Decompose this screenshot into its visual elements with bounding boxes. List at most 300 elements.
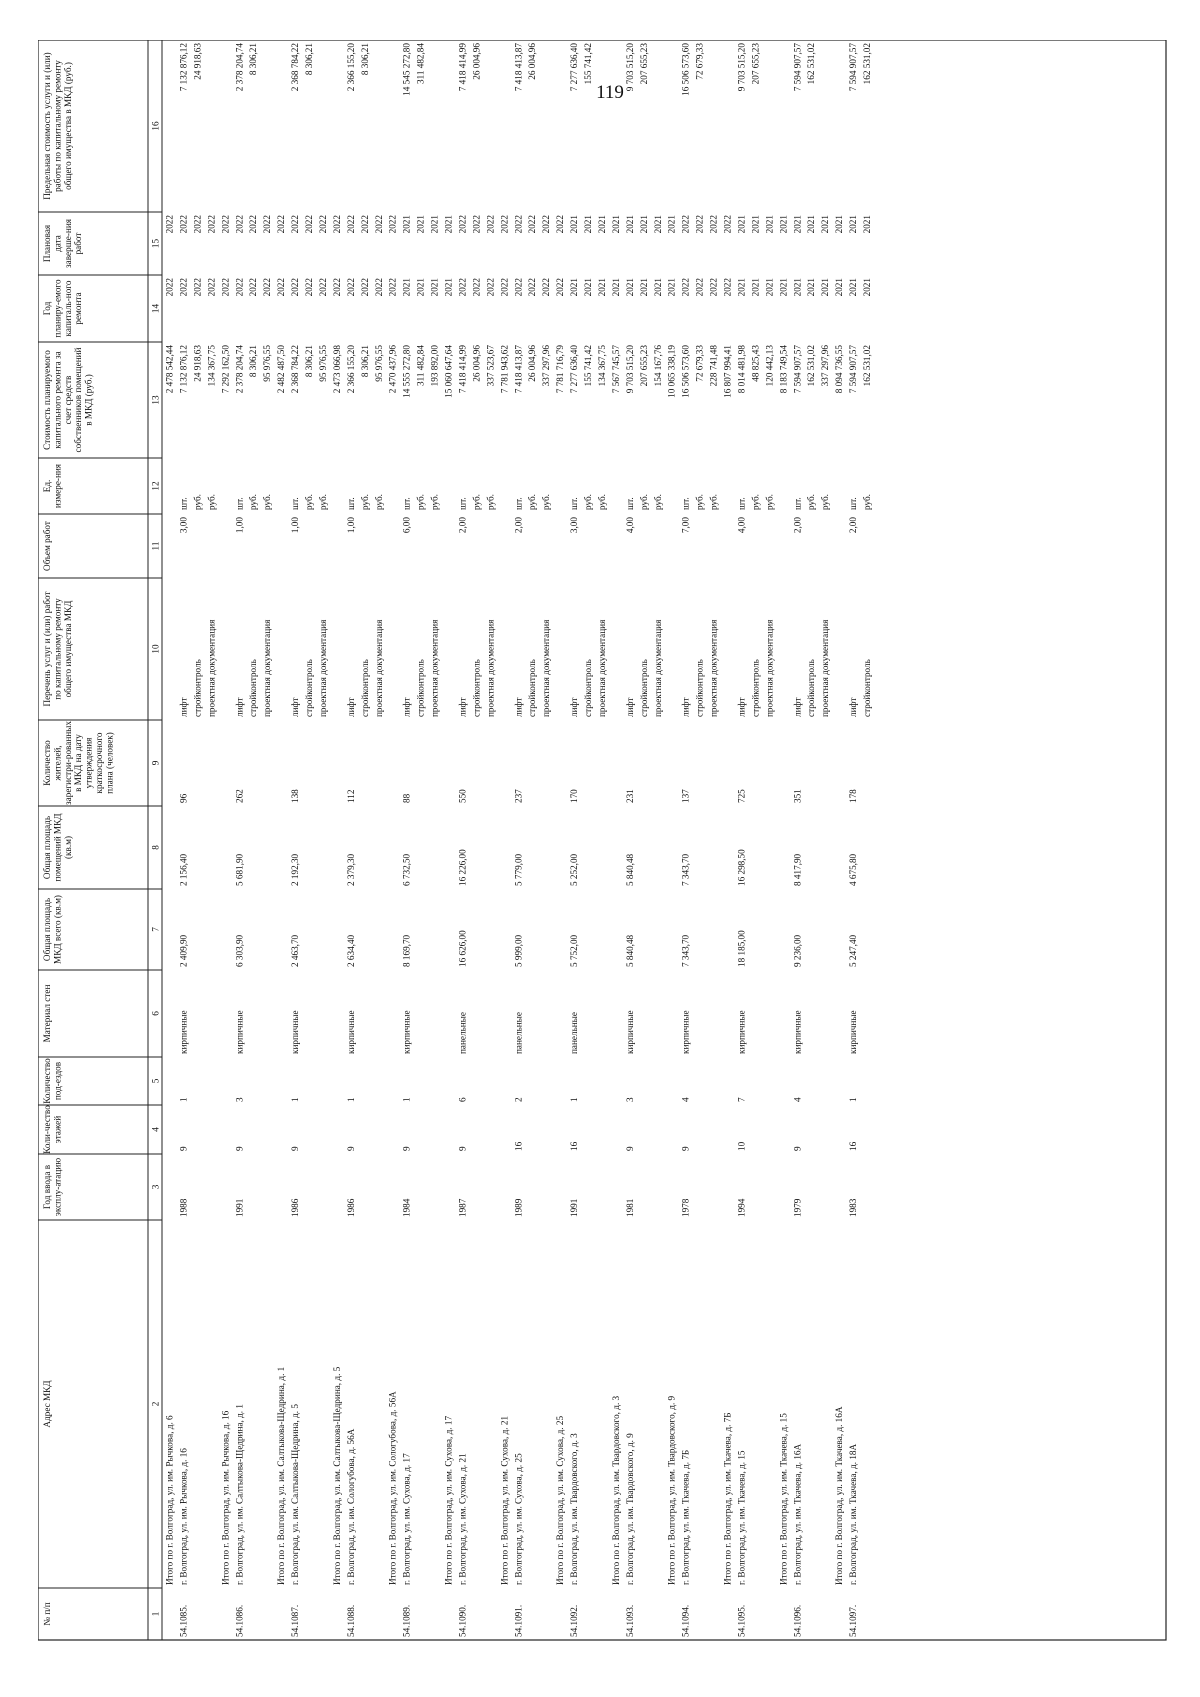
record-walls: панельные (457, 1012, 468, 1054)
work-date: 2022 (192, 215, 203, 234)
header-cell-col-8: Общая площадь (42, 815, 52, 880)
record-floors: 9 (290, 1146, 301, 1151)
work-cost: 162 531,02 (862, 345, 872, 387)
total-row-date: 2021 (666, 215, 677, 234)
work-name: проектная документация (262, 619, 273, 717)
work-cost: 95 976,55 (262, 345, 273, 382)
record-year-built: 1979 (792, 1198, 803, 1217)
record-residents: 231 (624, 789, 635, 803)
total-row-year: 2022 (555, 278, 566, 297)
work-limit: 14 545 272,80 (401, 43, 412, 96)
header-cell-col-15: заверше-ния (62, 219, 73, 268)
column-number-15: 15 (150, 238, 161, 249)
record-number: 54.1085. (178, 1604, 189, 1637)
work-name: проектная документация (764, 619, 775, 717)
total-row-date: 2022 (499, 215, 510, 234)
header-cell-col-13: собственников помещений (73, 347, 84, 453)
work-unit: руб. (596, 494, 607, 510)
total-row-date: 2022 (276, 215, 287, 234)
record-year-built: 1991 (234, 1198, 245, 1217)
record-number: 54.1087. (290, 1604, 301, 1637)
work-date: 2022 (359, 215, 370, 234)
work-volume: 1,00 (345, 517, 356, 534)
record-residents: 112 (345, 789, 356, 803)
record-walls: кирпичные (680, 1010, 691, 1054)
record-walls: кирпичные (234, 1010, 245, 1054)
work-year: 2022 (541, 278, 552, 297)
work-cost: 7 594 907,57 (792, 345, 803, 394)
header-cell-col-14: ремонта (73, 292, 84, 325)
work-name: лифт (513, 697, 524, 717)
work-volume: 2,00 (848, 517, 859, 534)
work-limit: 9 703 515,20 (736, 43, 747, 92)
total-row-date: 2021 (778, 215, 789, 234)
header-cell-col-10: Перечень услуг и (или) работ (42, 591, 52, 707)
column-number-9: 9 (150, 760, 161, 766)
work-limit: 7 132 876,12 (178, 43, 189, 92)
record-floors: 16 (848, 1141, 859, 1151)
record-address: г. Волгоград, ул. им. Рычкова, д. 16 (178, 1448, 189, 1585)
work-year: 2021 (415, 278, 426, 297)
work-name: лифт (457, 697, 468, 717)
work-unit: руб. (192, 494, 203, 510)
work-date: 2022 (527, 215, 538, 234)
record-walls: кирпичные (624, 1010, 635, 1054)
work-year: 2022 (290, 278, 301, 297)
work-date: 2022 (248, 215, 259, 234)
rotated-table (38, 40, 1166, 1640)
record-area-rooms: 16 298,50 (736, 849, 747, 886)
header-cell-col-7: МКД всего (кв.м) (52, 895, 63, 964)
header-cell-col-14: Год (42, 301, 52, 316)
header-cell-col-11: Объем работ (42, 521, 52, 571)
work-unit: шт. (457, 497, 468, 510)
header-cell-col-4: Коли-чество (42, 1105, 52, 1154)
header-cell-col-5: под-ездов (52, 1061, 63, 1101)
record-entrances: 4 (680, 1097, 691, 1102)
record-address: г. Волгоград, ул. им. Твардовского, д. 3 (569, 1433, 580, 1585)
header-cell-col-9: плана (человек) (104, 732, 115, 794)
record-address: г. Волгоград, ул. им. Твардовского, д. 9 (624, 1433, 635, 1585)
total-row-year: 2022 (331, 278, 342, 297)
column-number-13: 13 (150, 395, 161, 405)
work-limit: 7 418 414,99 (457, 43, 468, 92)
work-unit: шт. (624, 497, 635, 510)
work-date: 2022 (262, 215, 273, 234)
work-volume: 2,00 (457, 517, 468, 534)
record-entrances: 1 (848, 1097, 859, 1102)
work-date: 2022 (457, 215, 468, 234)
work-unit: руб. (527, 494, 538, 510)
record-residents: 262 (234, 789, 245, 803)
work-name: проектная документация (541, 619, 552, 717)
work-cost: 134 367,75 (596, 345, 607, 387)
column-number-7: 7 (150, 927, 161, 932)
work-year: 2021 (569, 278, 580, 297)
capital-repair-table (38, 40, 1168, 1685)
header-cell-col-8: помещений МКД (52, 813, 63, 882)
column-number-4: 4 (150, 1127, 161, 1132)
work-unit: шт. (680, 497, 691, 510)
header-cell-col-9: Количество (42, 740, 52, 786)
work-cost: 72 679,33 (694, 345, 705, 382)
record-entrances: 1 (290, 1097, 301, 1102)
record-year-built: 1994 (736, 1198, 747, 1217)
record-floors: 9 (234, 1146, 245, 1151)
work-unit: руб. (317, 494, 328, 510)
record-address: г. Волгоград, ул. им. Ткачева, д. 16А (792, 1443, 803, 1585)
work-cost: 8 306,21 (359, 345, 370, 378)
work-unit: руб. (248, 494, 259, 510)
header-cell-col-12: Ед. (42, 479, 52, 493)
work-cost: 7 132 876,12 (178, 345, 189, 394)
total-row-date: 2022 (555, 215, 566, 234)
work-cost: 337 297,96 (541, 345, 552, 387)
header-cell-col-13: Стоимость планируемого (42, 350, 52, 450)
total-row-label: Итого по г. Волгоград, ул. им. Сологубова, д. 56А (387, 1391, 398, 1585)
record-entrances: 3 (624, 1097, 635, 1102)
work-date: 2022 (345, 215, 356, 234)
column-number-3: 3 (150, 1184, 161, 1190)
work-unit: шт. (569, 497, 580, 510)
header-cell-col-2: Адрес МКД (42, 1380, 52, 1428)
work-date: 2021 (652, 215, 663, 234)
record-residents: 88 (401, 793, 412, 803)
header-cell-col-13: счет средств (62, 375, 73, 425)
record-year-built: 1989 (513, 1198, 524, 1217)
work-year: 2021 (862, 278, 872, 297)
work-year: 2022 (471, 278, 482, 297)
work-name: стройконтроль (304, 659, 314, 717)
work-name: лифт (680, 697, 691, 717)
column-number-2: 2 (150, 1401, 161, 1407)
work-unit: руб. (708, 494, 719, 510)
record-residents: 96 (178, 793, 189, 803)
work-year: 2021 (624, 278, 635, 297)
record-area-rooms: 16 226,00 (457, 849, 468, 886)
total-row-year: 2022 (276, 278, 287, 297)
header-cell-col-14: планиру-емого (52, 279, 63, 338)
work-name: лифт (624, 697, 635, 717)
work-name: лифт (401, 697, 412, 717)
work-year: 2021 (820, 278, 831, 297)
total-row-year: 2021 (443, 278, 454, 297)
record-floors: 9 (680, 1146, 691, 1151)
work-unit: руб. (583, 494, 593, 510)
work-cost: 311 482,84 (415, 345, 426, 387)
header-cell-col-15: работ (73, 232, 84, 255)
work-unit: шт. (513, 497, 524, 510)
header-cell-col-6: Материал стен (42, 984, 52, 1043)
work-cost: 337 523,67 (485, 345, 496, 387)
record-address: г. Волгоград, ул. им. Ткачева, д. 7Б (680, 1449, 691, 1585)
work-year: 2022 (708, 278, 719, 297)
work-volume: 2,00 (792, 517, 803, 534)
work-date: 2022 (317, 215, 328, 234)
work-unit: руб. (750, 494, 761, 510)
total-row-date: 2022 (722, 215, 733, 234)
work-cost: 14 555 272,80 (401, 345, 412, 398)
column-number-12: 12 (150, 481, 161, 491)
work-cost: 2 378 204,74 (234, 345, 245, 394)
work-cost: 2 368 784,22 (290, 345, 301, 394)
work-unit: шт. (792, 497, 803, 510)
page-number: 119 (596, 82, 624, 103)
work-year: 2022 (234, 278, 245, 297)
record-area-total: 9 236,00 (792, 934, 803, 967)
work-name: стройконтроль (750, 659, 761, 717)
work-cost: 16 506 573,60 (680, 345, 691, 398)
record-year-built: 1986 (345, 1198, 356, 1217)
total-row-date: 2022 (387, 215, 398, 234)
work-date: 2021 (638, 215, 649, 234)
column-number-10: 10 (150, 644, 161, 654)
record-year-built: 1978 (680, 1198, 691, 1217)
total-row-year: 2022 (220, 278, 231, 297)
total-row-year: 2022 (499, 278, 510, 297)
total-row-cost: 10 065 338,19 (666, 345, 677, 398)
total-row-cost: 2 482 487,50 (276, 345, 287, 394)
work-limit: 26 004,96 (527, 43, 538, 80)
total-row-date: 2021 (610, 215, 621, 234)
record-walls: кирпичные (290, 1010, 301, 1054)
total-row-date: 2021 (834, 215, 845, 234)
work-volume: 3,00 (178, 517, 189, 534)
work-date: 2022 (471, 215, 482, 234)
total-row-label: Итого по г. Волгоград, ул. им. Рычкова, д. 16 (220, 1410, 231, 1585)
work-unit: руб. (694, 494, 705, 510)
work-unit: руб. (764, 494, 775, 510)
record-address: г. Волгоград, ул. им. Ткачева, д. 18А (848, 1443, 859, 1585)
work-name: проектная документация (429, 619, 440, 717)
work-year: 2022 (513, 278, 524, 297)
total-row-label: Итого по г. Волгоград, ул. им. Ткачева, д. 7Б (722, 1412, 733, 1585)
work-date: 2022 (485, 215, 496, 234)
total-row-year: 2021 (666, 278, 677, 297)
column-number-6: 6 (150, 1011, 161, 1016)
total-row-date: 2021 (443, 215, 454, 234)
work-unit: руб. (415, 494, 426, 510)
total-row-label: Итого по г. Волгоград, ул. им. Сухова, д. 25 (555, 1415, 566, 1585)
work-name: лифт (290, 697, 301, 717)
work-cost: 155 741,42 (583, 345, 593, 387)
work-unit: руб. (206, 494, 217, 510)
total-row-year: 2022 (722, 278, 733, 297)
record-walls: кирпичные (792, 1010, 803, 1054)
work-date: 2022 (206, 215, 217, 234)
record-floors: 16 (569, 1141, 580, 1151)
record-area-total: 2 409,90 (178, 934, 189, 967)
header-cell-col-13: капитального ремонта за (52, 351, 63, 449)
header-cell-col-4: этажей (52, 1115, 63, 1144)
record-year-built: 1986 (290, 1198, 301, 1217)
header-cell-col-16: работы по капитальному ремонту (52, 60, 63, 192)
work-name: стройконтроль (192, 659, 203, 717)
work-cost: 207 655,23 (638, 345, 649, 387)
total-row-cost: 2 478 542,44 (164, 345, 175, 394)
record-residents: 137 (680, 789, 691, 803)
record-area-total: 16 626,00 (457, 930, 468, 967)
record-floors: 9 (457, 1146, 468, 1151)
work-volume: 7,00 (680, 517, 691, 534)
total-row-label: Итого по г. Волгоград, ул. им. Сухова, д. 21 (499, 1415, 510, 1585)
total-row-cost: 8 094 736,55 (834, 345, 845, 394)
record-area-total: 5 752,00 (569, 934, 580, 967)
record-residents: 351 (792, 789, 803, 803)
record-residents: 138 (290, 789, 301, 803)
work-year: 2021 (792, 278, 803, 297)
header-cell-col-12: измере-ния (52, 463, 63, 509)
record-year-built: 1991 (569, 1198, 580, 1217)
record-number: 54.1089. (401, 1604, 412, 1637)
record-walls: кирпичные (345, 1010, 356, 1054)
work-name: проектная документация (485, 619, 496, 717)
work-unit: руб. (304, 494, 314, 510)
work-date: 2021 (764, 215, 775, 234)
record-floors: 9 (624, 1146, 635, 1151)
work-limit: 7 594 907,57 (848, 43, 859, 92)
record-floors: 9 (401, 1146, 412, 1151)
record-entrances: 2 (513, 1097, 524, 1102)
record-walls: кирпичные (848, 1010, 859, 1054)
work-year: 2022 (345, 278, 356, 297)
work-name: проектная документация (652, 619, 663, 717)
work-year: 2021 (736, 278, 747, 297)
header-cell-col-10: по капитальному ремонту (52, 598, 63, 700)
work-name: стройконтроль (415, 659, 426, 717)
work-date: 2021 (848, 215, 859, 234)
column-number-16: 16 (150, 121, 161, 131)
record-walls: кирпичные (401, 1010, 412, 1054)
work-unit: шт. (848, 497, 859, 510)
record-area-total: 5 999,00 (513, 934, 524, 967)
record-number: 54.1095. (736, 1604, 747, 1637)
work-date: 2021 (401, 215, 412, 234)
work-cost: 9 703 515,20 (624, 345, 635, 394)
work-unit: руб. (638, 494, 649, 510)
record-walls: кирпичные (736, 1010, 747, 1054)
total-row-label: Итого по г. Волгоград, ул. им. Салтыкова-Щедрина, д. 1 (276, 1366, 287, 1585)
work-name: проектная документация (820, 619, 831, 717)
work-date: 2021 (415, 215, 426, 234)
column-number-1: 1 (150, 1611, 161, 1617)
work-volume: 3,00 (569, 517, 580, 534)
work-name: стройконтроль (806, 659, 817, 717)
total-row-cost: 7 781 716,79 (555, 345, 566, 394)
record-area-rooms: 5 681,90 (234, 853, 245, 886)
work-year: 2021 (596, 278, 607, 297)
work-unit: руб. (471, 494, 482, 510)
work-volume: 1,00 (234, 517, 245, 534)
work-cost: 95 976,55 (317, 345, 328, 382)
record-address: г. Волгоград, ул. им. Салтыкова-Щедрина, д. 1 (234, 1404, 245, 1585)
record-entrances: 1 (569, 1097, 580, 1102)
work-cost: 26 004,96 (471, 345, 482, 382)
work-date: 2021 (820, 215, 831, 234)
total-row-cost: 15 060 647,64 (443, 345, 454, 398)
record-area-rooms: 5 840,48 (624, 853, 635, 886)
work-name: стройконтроль (471, 659, 482, 717)
header-cell-col-3: эксплу-атацию (52, 1157, 63, 1217)
work-volume: 1,00 (290, 517, 301, 534)
record-address: г. Волгоград, ул. им. Салтыкова-Щедрина, д. 5 (290, 1404, 301, 1585)
work-date: 2021 (429, 215, 440, 234)
record-area-total: 6 303,90 (234, 934, 245, 967)
total-row-label: Итого по г. Волгоград, ул. им. Твардовского, д. 9 (666, 1395, 677, 1585)
work-unit: руб. (541, 494, 552, 510)
work-unit: руб. (359, 494, 370, 510)
work-cost: 134 367,75 (206, 345, 217, 387)
work-date: 2022 (680, 215, 691, 234)
record-floors: 9 (792, 1146, 803, 1151)
work-limit: 7 594 907,57 (792, 43, 803, 92)
record-walls: кирпичные (178, 1010, 189, 1054)
work-cost: 26 004,96 (527, 345, 538, 382)
work-volume: 4,00 (736, 517, 747, 534)
work-date: 2021 (750, 215, 761, 234)
total-row-label: Итого по г. Волгоград, ул. им. Салтыкова-Щедрина, д. 5 (331, 1366, 342, 1585)
work-cost: 7 418 414,99 (457, 345, 468, 394)
work-cost: 7 594 907,57 (848, 345, 859, 394)
record-number: 54.1096. (792, 1604, 803, 1637)
work-volume: 4,00 (624, 517, 635, 534)
work-year: 2022 (359, 278, 370, 297)
record-area-rooms: 8 417,90 (792, 853, 803, 886)
record-number: 54.1092. (569, 1604, 580, 1637)
record-number: 54.1094. (680, 1604, 691, 1637)
record-year-built: 1981 (624, 1198, 635, 1217)
work-limit: 7 277 636,40 (569, 43, 580, 92)
work-unit: руб. (373, 494, 384, 510)
header-cell-col-10: общего имущества МКД (62, 600, 73, 698)
header-cell-col-15: дата (52, 235, 63, 252)
total-row-date: 2022 (331, 215, 342, 234)
work-year: 2022 (262, 278, 273, 297)
work-year: 2022 (317, 278, 328, 297)
work-limit: 8 306,21 (359, 43, 370, 76)
work-name: лифт (792, 697, 803, 717)
record-area-rooms: 2 192,30 (290, 853, 301, 886)
record-floors: 9 (178, 1146, 189, 1151)
record-residents: 237 (513, 789, 524, 803)
work-cost: 2 366 155,20 (345, 345, 356, 394)
work-year: 2022 (694, 278, 705, 297)
work-cost: 8 306,21 (304, 345, 314, 378)
work-name: стройконтроль (248, 659, 259, 717)
work-unit: шт. (401, 497, 412, 510)
work-cost: 8 306,21 (248, 345, 259, 378)
total-row-year: 2022 (387, 278, 398, 297)
work-cost: 7 418 413,87 (513, 345, 524, 394)
work-unit: шт. (178, 497, 189, 510)
work-year: 2022 (178, 278, 189, 297)
work-year: 2022 (485, 278, 496, 297)
work-limit: 2 378 204,74 (234, 43, 245, 92)
record-entrances: 1 (401, 1097, 412, 1102)
record-floors: 9 (345, 1146, 356, 1151)
header-cell-col-7: Общая площадь (42, 897, 52, 962)
work-year: 2022 (457, 278, 468, 297)
work-year: 2021 (638, 278, 649, 297)
record-walls: панельные (569, 1012, 580, 1054)
work-unit: руб. (820, 494, 831, 510)
record-entrances: 4 (792, 1097, 803, 1102)
total-row-cost: 7 292 162,50 (220, 345, 231, 394)
record-number: 54.1088. (345, 1604, 356, 1637)
work-cost: 8 014 481,98 (736, 345, 747, 394)
work-year: 2022 (248, 278, 259, 297)
header-cell-col-9: краткосрочного (94, 732, 104, 794)
